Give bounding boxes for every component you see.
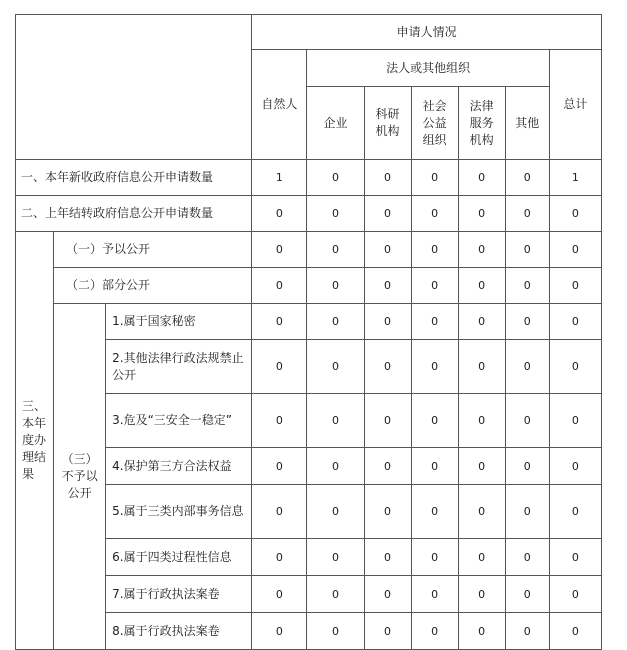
value-cell: 0 <box>458 304 505 340</box>
value-cell: 0 <box>505 268 549 304</box>
value-cell: 0 <box>505 613 549 650</box>
value-cell: 0 <box>458 268 505 304</box>
value-cell: 0 <box>364 448 411 485</box>
value-cell: 0 <box>549 448 601 485</box>
value-cell: 0 <box>411 394 458 448</box>
value-cell: 0 <box>307 304 364 340</box>
row-label: 8.属于行政执法案卷 <box>106 613 252 650</box>
value-cell: 0 <box>549 485 601 539</box>
value-cell: 0 <box>307 196 364 232</box>
value-cell: 0 <box>252 485 307 539</box>
value-cell: 0 <box>364 160 411 196</box>
value-cell: 0 <box>364 268 411 304</box>
natural-person-header: 自然人 <box>252 50 307 160</box>
enterprise-header: 企业 <box>307 87 364 160</box>
table-row <box>16 268 602 304</box>
row-label: 6.属于四类过程性信息 <box>106 539 252 576</box>
value-cell: 0 <box>458 160 505 196</box>
row-label: 1.属于国家秘密 <box>106 304 252 340</box>
value-cell: 0 <box>458 485 505 539</box>
value-cell: 0 <box>252 576 307 613</box>
value-cell: 0 <box>505 394 549 448</box>
value-cell: 0 <box>411 576 458 613</box>
total-header: 总计 <box>549 50 601 160</box>
application-statistics-table <box>15 14 602 650</box>
value-cell: 1 <box>549 160 601 196</box>
value-cell: 0 <box>458 340 505 394</box>
table-row <box>16 232 602 268</box>
value-cell: 0 <box>307 448 364 485</box>
value-cell: 0 <box>411 485 458 539</box>
value-cell: 0 <box>505 196 549 232</box>
value-cell: 0 <box>364 304 411 340</box>
value-cell: 0 <box>411 448 458 485</box>
value-cell: 0 <box>364 539 411 576</box>
value-cell: 0 <box>307 268 364 304</box>
value-cell: 0 <box>252 340 307 394</box>
value-cell: 0 <box>458 232 505 268</box>
row-label: 二、上年结转政府信息公开申请数量 <box>16 196 252 232</box>
value-cell: 0 <box>252 613 307 650</box>
value-cell: 0 <box>307 539 364 576</box>
value-cell: 0 <box>549 232 601 268</box>
row-label: 3.危及“三安全一稳定” <box>106 394 252 448</box>
other-header: 其他 <box>505 87 549 160</box>
row-label: 7.属于行政执法案卷 <box>106 576 252 613</box>
table-row <box>16 160 602 196</box>
value-cell: 0 <box>505 485 549 539</box>
value-cell: 0 <box>505 539 549 576</box>
table-row <box>16 196 602 232</box>
value-cell: 0 <box>411 232 458 268</box>
value-cell: 0 <box>364 576 411 613</box>
row-label: 一、本年新收政府信息公开申请数量 <box>16 160 252 196</box>
value-cell: 0 <box>549 268 601 304</box>
value-cell: 0 <box>505 232 549 268</box>
row-label: 5.属于三类内部事务信息 <box>106 485 252 539</box>
value-cell: 0 <box>307 613 364 650</box>
value-cell: 0 <box>364 613 411 650</box>
value-cell: 0 <box>505 160 549 196</box>
value-cell: 0 <box>458 196 505 232</box>
value-cell: 0 <box>411 160 458 196</box>
value-cell: 0 <box>505 304 549 340</box>
value-cell: 0 <box>252 268 307 304</box>
value-cell: 0 <box>549 340 601 394</box>
value-cell: 0 <box>307 576 364 613</box>
value-cell: 0 <box>458 613 505 650</box>
row-label: 2.其他法律行政法规禁止公开 <box>106 340 252 394</box>
social-welfare-org-header: 社会 公益 组织 <box>411 87 458 160</box>
value-cell: 0 <box>411 539 458 576</box>
value-cell: 0 <box>505 448 549 485</box>
value-cell: 0 <box>252 394 307 448</box>
value-cell: 0 <box>364 394 411 448</box>
value-cell: 0 <box>411 196 458 232</box>
legal-service-org-header: 法律 服务 机构 <box>458 87 505 160</box>
table-row <box>16 304 602 340</box>
value-cell: 0 <box>458 539 505 576</box>
legal-or-other-org-header: 法人或其他组织 <box>307 50 549 87</box>
row-label: （二）部分公开 <box>54 268 252 304</box>
value-cell: 0 <box>307 485 364 539</box>
value-cell: 0 <box>252 232 307 268</box>
value-cell: 0 <box>252 196 307 232</box>
value-cell: 0 <box>458 394 505 448</box>
value-cell: 0 <box>252 539 307 576</box>
value-cell: 0 <box>411 268 458 304</box>
value-cell: 0 <box>307 394 364 448</box>
research-institution-header: 科研 机构 <box>364 87 411 160</box>
value-cell: 0 <box>307 160 364 196</box>
value-cell: 0 <box>458 576 505 613</box>
value-cell: 0 <box>252 304 307 340</box>
value-cell: 0 <box>411 304 458 340</box>
value-cell: 0 <box>411 613 458 650</box>
value-cell: 0 <box>505 340 549 394</box>
value-cell: 0 <box>364 340 411 394</box>
value-cell: 0 <box>307 232 364 268</box>
value-cell: 0 <box>549 304 601 340</box>
value-cell: 0 <box>549 196 601 232</box>
value-cell: 0 <box>252 448 307 485</box>
header-corner-cell <box>16 15 252 160</box>
applicant-situation-header: 申请人情况 <box>252 15 602 50</box>
row-label: 4.保护第三方合法权益 <box>106 448 252 485</box>
value-cell: 0 <box>364 196 411 232</box>
not-disclosed-label: （三） 不予以 公开 <box>54 304 106 650</box>
value-cell: 0 <box>458 448 505 485</box>
value-cell: 0 <box>549 539 601 576</box>
value-cell: 0 <box>411 340 458 394</box>
value-cell: 0 <box>364 485 411 539</box>
row-label: （一）予以公开 <box>54 232 252 268</box>
value-cell: 0 <box>549 576 601 613</box>
value-cell: 0 <box>549 394 601 448</box>
value-cell: 0 <box>549 613 601 650</box>
value-cell: 1 <box>252 160 307 196</box>
value-cell: 0 <box>307 340 364 394</box>
value-cell: 0 <box>364 232 411 268</box>
value-cell: 0 <box>505 576 549 613</box>
section3-label: 三、 本年 度办 理结 果 <box>16 232 54 650</box>
